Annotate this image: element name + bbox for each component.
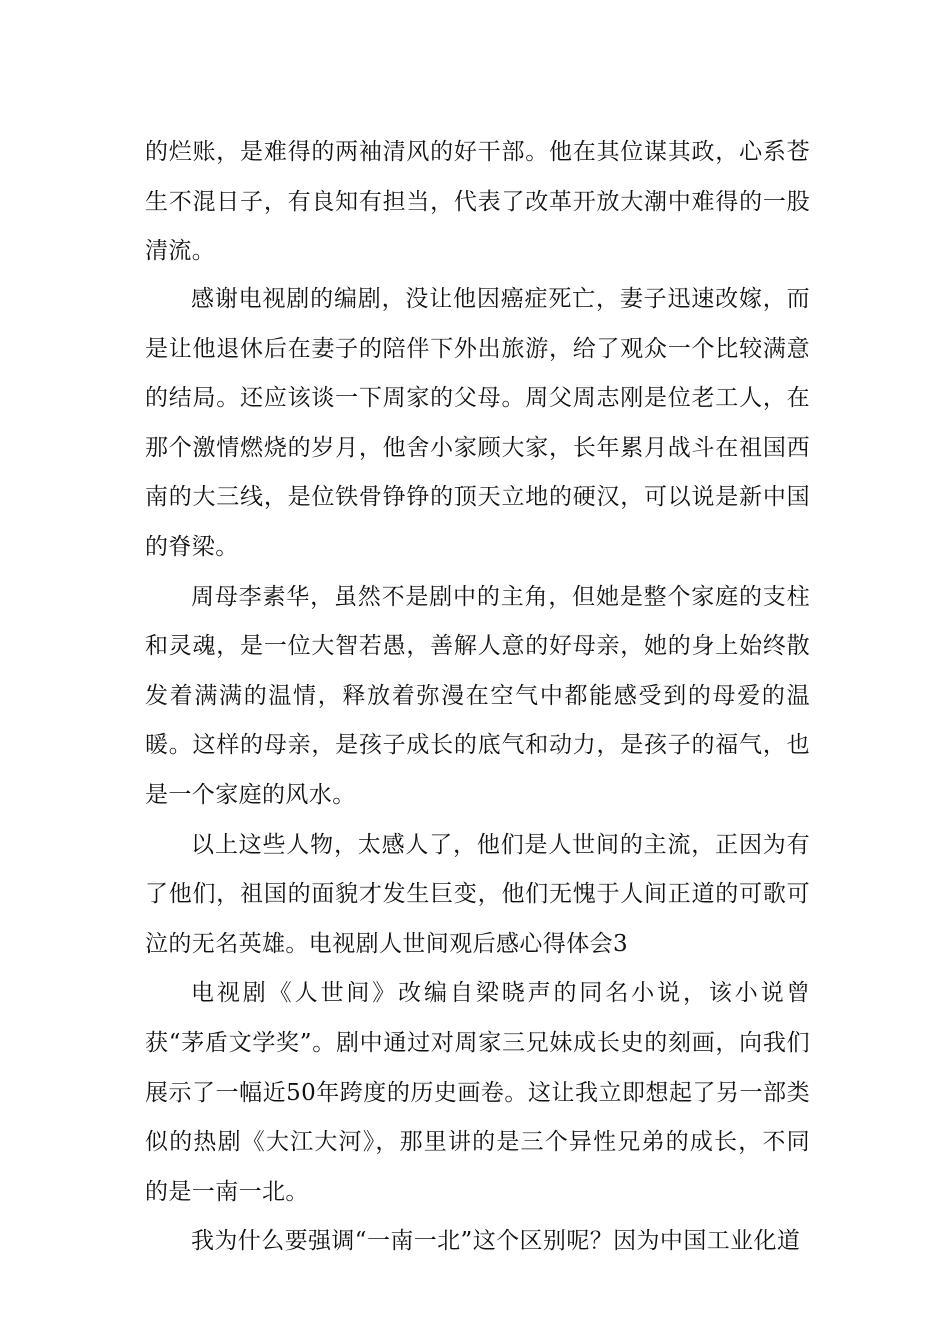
paragraph-continuation: 的烂账，是难得的两袖清风的好干部。他在其位谋其政，心系苍生不混日子，有良知有担当，代表了改革开放大潮中难得的一股清流。 bbox=[145, 139, 810, 265]
paragraph: 感谢电视剧的编剧，没让他因癌症死亡，妻子迅速改嫁，而是让他退休后在妻子的陪伴下外出旅游，给了观众一个比较满意的结局。还应该谈一下周家的父母。周父周志刚是位老工人，在那个激情燃烧的岁月，他舍小家顾大家，长年累月战斗在祖国西南的大三线，是位铁骨铮铮的顶天立地的硬汉，可以说是新中国的脊梁。 bbox=[145, 286, 810, 560]
paragraph: 以上这些人物，太感人了，他们是人世间的主流，正因为有了他们，祖国的面貌才发生巨变，他们无愧于人间正道的可歌可泣的无名英雄。电视剧人世间观后感心得体会3 bbox=[145, 831, 810, 957]
paragraph: 周母李素华，虽然不是剧中的主角，但她是整个家庭的支柱和灵魂，是一位大智若愚，善解人意的好母亲，她的身上始终散发着满满的温情，释放着弥漫在空气中都能感受到的母爱的温暖。这样的母亲，是孩子成长的底气和动力，是孩子的福气，也是一个家庭的风水。 bbox=[145, 583, 810, 808]
text-block-top bbox=[145, 128, 810, 277]
paragraph: 电视剧《人世间》改编自梁晓声的同名小说，该小说曾获“茅盾文学奖”。剧中通过对周家三兄妹成长史的刻画，向我们展示了一幅近50年跨度的历史画卷。这让我立即想起了另一部类似的热剧《大江大河》，那里讲的是三个异性兄弟的成长，不同的是一南一北。 bbox=[145, 980, 810, 1205]
paragraph: 我为什么要强调“一南一北”这个区别呢？因为中国工业化道 bbox=[191, 1228, 801, 1255]
text-block-main bbox=[145, 275, 810, 1267]
